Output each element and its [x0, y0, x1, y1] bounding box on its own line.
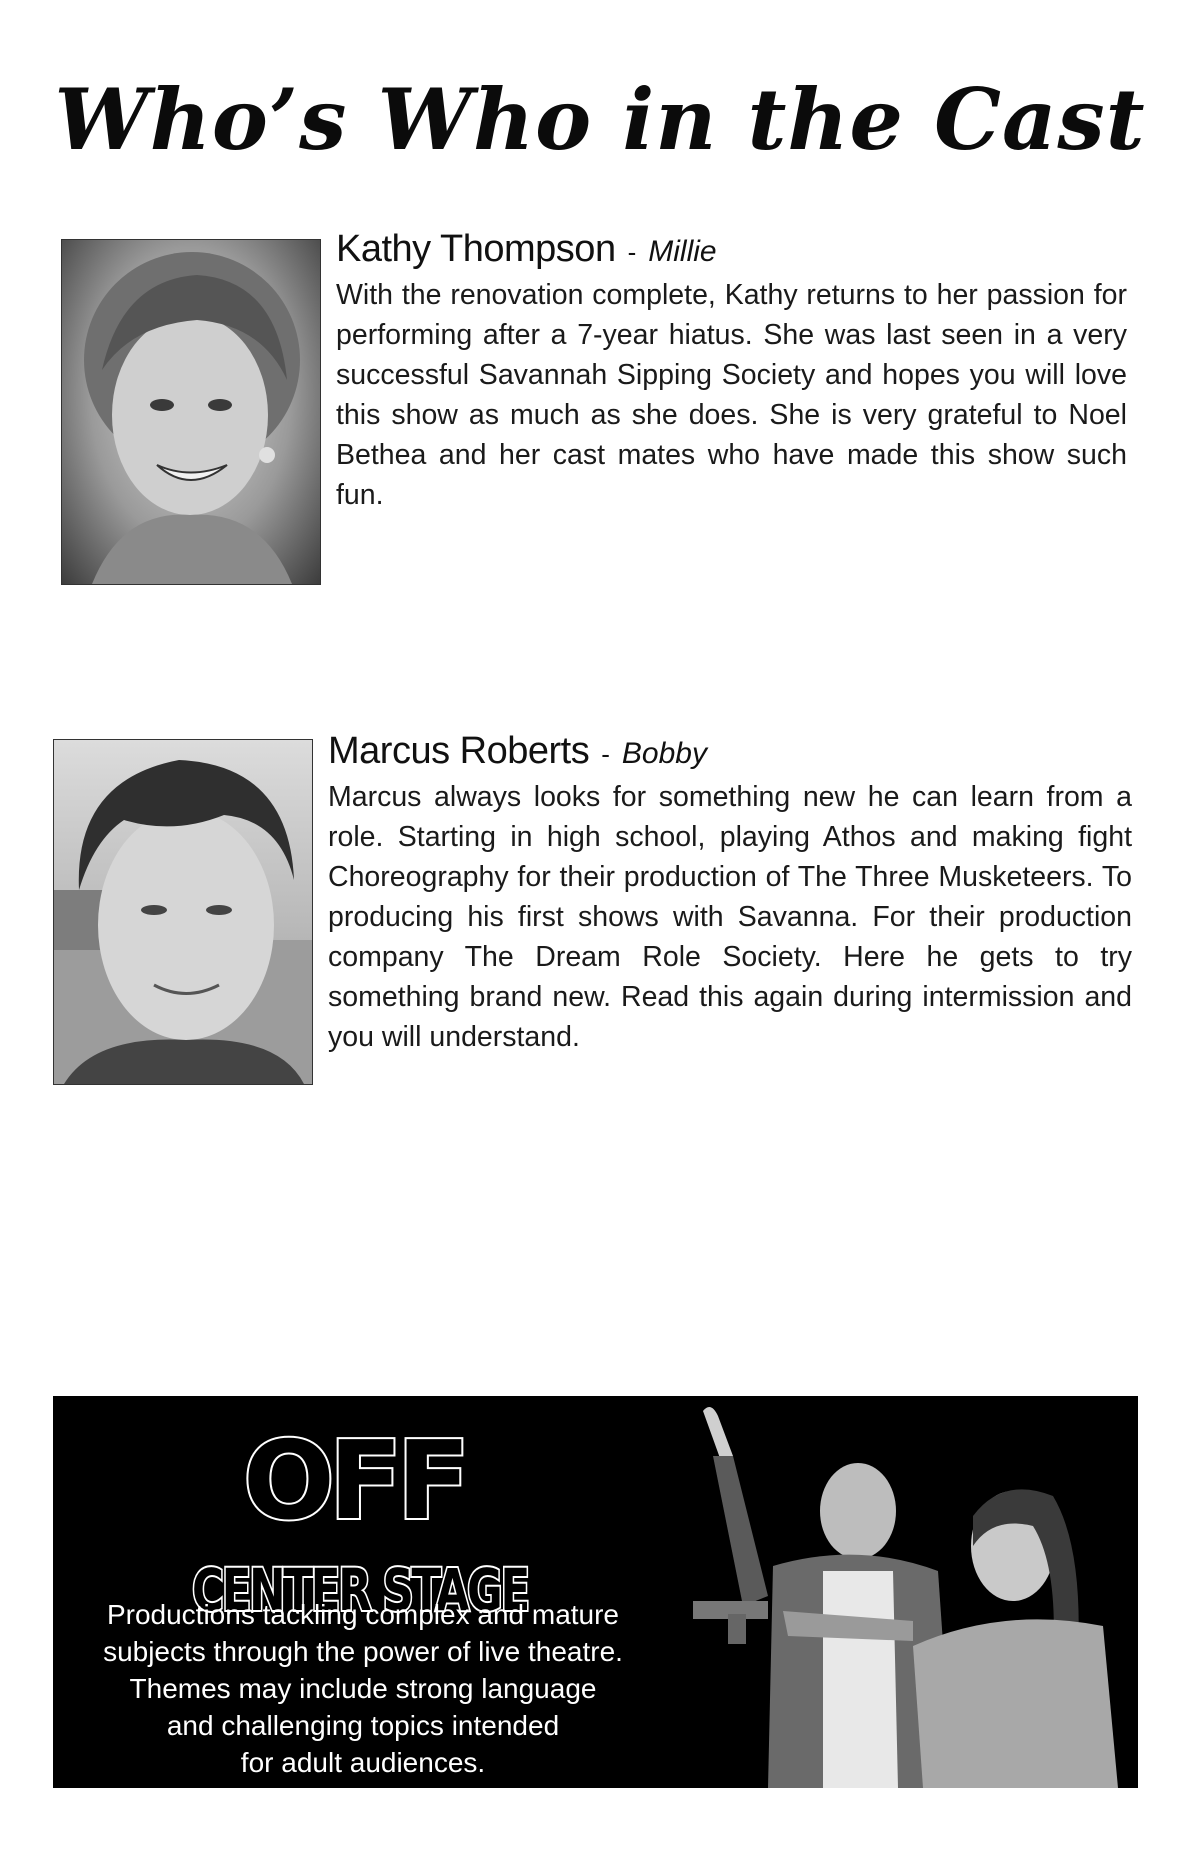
stage-production-photo — [673, 1396, 1138, 1788]
cast-bio-marcus-roberts — [328, 730, 1132, 1057]
tagline-line: for adult audiences. — [240, 1747, 486, 1778]
page-title: Who’s Who in the Cast — [54, 70, 1146, 169]
cast-separator: - — [627, 237, 637, 267]
logo-line-2: CENTER STAGE — [192, 1556, 528, 1624]
tagline-line: subjects through the power of live theatre. — [103, 1636, 623, 1667]
cast-bio-text: With the renovation complete, Kathy returns to her passion for performing after a 7-year hiatus. She was last seen in a very successful Savannah Sipping Society and hopes you will love this show as much as she does. She is very grateful to Noel Bethea and her cast mates who have made this show such fun. — [336, 279, 1127, 511]
cast-name: Marcus Roberts — [328, 730, 590, 772]
logo-line-1: OFF — [243, 1419, 465, 1544]
cast-photo-kathy-thompson — [61, 239, 321, 585]
cast-bio-kathy-thompson — [336, 228, 1127, 515]
ad-tagline — [83, 1596, 643, 1781]
cast-photo-marcus-roberts — [53, 739, 313, 1085]
cast-role: Bobby — [621, 737, 707, 770]
tagline-line: Themes may include strong language — [129, 1673, 597, 1704]
cast-separator: - — [601, 739, 610, 769]
tagline-line: Productions tackling complex and mature — [106, 1599, 620, 1630]
off-center-stage-ad — [53, 1396, 1138, 1788]
cast-heading — [328, 730, 1132, 773]
cast-bio-text: Marcus always looks for something new he can learn from a role. Starting in high school, playing Athos and making fight Choreography for their production of The Three Musketeers. To producing his first shows with Savanna. For their production company The Dream Role Society. Here he gets to try something brand new. Read this again during intermission and you will understand. — [328, 781, 1132, 1053]
tagline-line: and challenging topics intended — [166, 1710, 560, 1741]
cast-name: Kathy Thompson — [336, 228, 616, 270]
cast-heading — [336, 228, 1127, 271]
cast-role: Millie — [648, 235, 717, 268]
